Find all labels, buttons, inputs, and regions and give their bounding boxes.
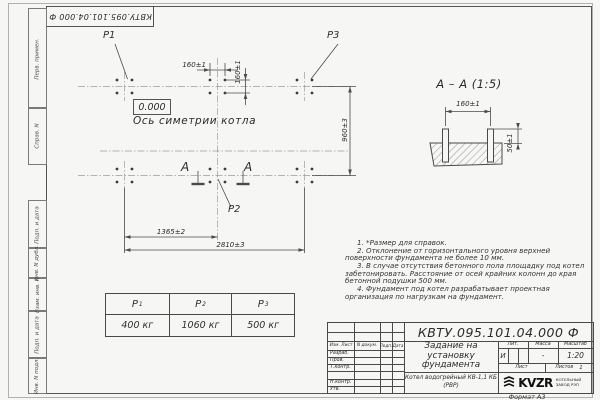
frame-label-podp-data-2: Подп. и дата — [28, 310, 47, 359]
frame-label-vzam-inv: Взам. инв. N — [28, 277, 47, 312]
dim-160-vertical: 160±1 — [234, 60, 242, 84]
dim-960: 960±3 — [341, 118, 349, 142]
anchor-bolt-dots — [116, 79, 314, 184]
kvzr-logo-caption: КОТЕЛЬНЫЙ ЗАВОД РЭП — [555, 376, 582, 387]
kvzr-logo-icon — [503, 376, 515, 389]
load-table-header-p3: Р 3 — [231, 294, 294, 314]
section-dim-50: 50±1 — [506, 133, 514, 153]
note-1: 1. *Размер для справок. — [357, 238, 447, 247]
tb-sheet-label: Лист — [515, 365, 528, 370]
frame-label-perv-primen: Перв. примен. — [28, 8, 47, 109]
note-4: 4. Фундамент под котел разрабатывает проектная организация по нагрузкам на фундамент. — [345, 283, 550, 301]
tb-document-title: Задание на установку фундамента — [421, 341, 481, 371]
tb-row-utv: Утв. — [330, 387, 341, 392]
tb-lit-label: Лит. — [507, 342, 519, 347]
frame-label-inv-dubl: Инв. N дубл. — [28, 247, 47, 279]
anchor-bolt-left — [443, 129, 449, 162]
level-mark: 0.000 — [133, 99, 171, 115]
tb-row-razrab: Разраб. — [330, 351, 349, 356]
dim-160-horizontal: 160±1 — [182, 61, 206, 69]
tb-sheets-cell — [545, 363, 593, 372]
tb-header-podp: Подп. — [380, 343, 392, 348]
section-view-title: А – А (1:5) — [436, 77, 502, 91]
tb-designation: КВТУ.095.101.04.000 Ф — [417, 324, 580, 340]
tb-sheets-label: Листов — [555, 365, 574, 370]
section-dim-160: 160±1 — [456, 100, 480, 108]
note-3: 3. В случае отсутствия бетонного пола площадку под котел забетонировать. Расстояние от осей крайних колонн до края бетонной подушки 500 мм. — [345, 260, 585, 286]
tb-company-cell — [498, 372, 593, 393]
load-point-3-label: Р3 — [327, 30, 340, 41]
tb-header-data: Дата — [392, 343, 404, 348]
tb-lit-value: И — [500, 351, 506, 360]
tb-row-tkontr: Т.контр. — [330, 365, 351, 370]
title-block — [327, 322, 594, 394]
rotated-designation-text: КВТУ.095.101.04.000 Ф — [48, 12, 152, 21]
load-table-header-p1: Р 1 — [131, 298, 143, 310]
section-letter-left: А — [181, 160, 190, 174]
tb-scale-value: 1:20 — [567, 351, 584, 360]
load-table — [105, 293, 295, 337]
load-table-value-p1: 400 кг — [106, 314, 169, 336]
kvzr-logo-text: KVZR — [518, 375, 553, 390]
load-table-value-p3: 500 кг — [231, 314, 294, 336]
load-point-2-label: Р2 — [228, 204, 241, 215]
tb-row-prov: Пров. — [330, 358, 344, 363]
frame-label-sprav-n: Справ. N — [28, 107, 47, 165]
tb-header-n-dokum: N докум. — [356, 343, 378, 348]
tb-header-izm-list: Изм. Лист — [329, 343, 353, 348]
center-lines — [78, 58, 352, 243]
tb-scale-label: Масштаб — [564, 342, 587, 347]
tb-sheets-value: 1 — [579, 364, 583, 371]
load-table-header-p2: Р 2 — [169, 294, 232, 314]
note-2: 2. Отклонение от горизонтального уровня верхней поверхности фундамента не более 10 мм. — [345, 245, 551, 263]
notes-block — [345, 239, 593, 300]
load-table-value-p2: 1060 кг — [169, 314, 232, 336]
tb-row-nkontr: Н.контр. — [330, 380, 352, 385]
anchor-bolt-right — [488, 129, 494, 162]
tb-product-name: Котел водогрейный КВ-1,1 КБ (РВР) — [404, 375, 498, 389]
section-letter-right: А — [244, 160, 253, 174]
dim-2810: 2810±3 — [216, 241, 245, 249]
symmetry-axis-label: Ось симетрии котла — [133, 115, 257, 127]
frame-label-inv-podl: Инв. N подл. — [28, 357, 47, 394]
tb-mass-label: Масса — [535, 342, 551, 347]
frame-label-podp-data-1: Подп. и дата — [28, 200, 47, 249]
tb-mass-value: - — [541, 351, 545, 360]
format-label: Формат А3 — [508, 393, 546, 400]
load-point-1-label: Р1 — [103, 30, 116, 41]
dim-1365: 1365±2 — [156, 228, 186, 236]
